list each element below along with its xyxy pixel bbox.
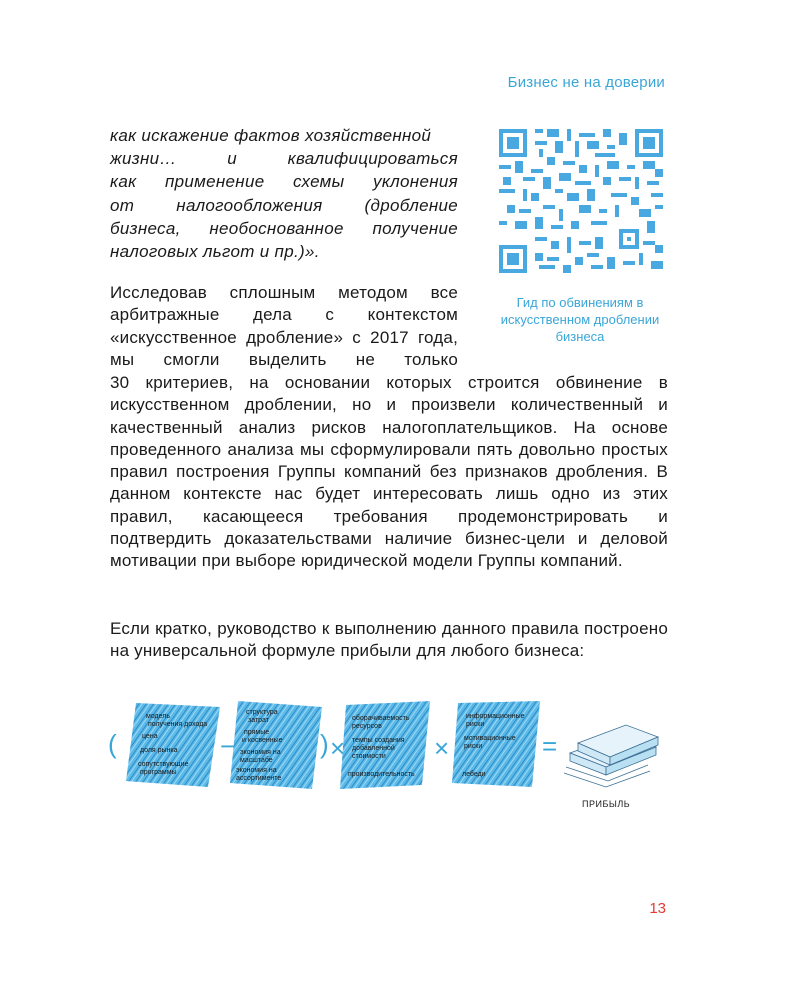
- block3-label: оборачиваемость: [352, 715, 410, 722]
- block1-label: цена: [142, 733, 158, 740]
- block1-label: сопутствующие: [138, 761, 189, 768]
- quote-line-2: жизни… и квалифицироваться: [110, 149, 458, 169]
- money-stack-icon: [564, 725, 658, 787]
- operator-multiply-2: ×: [434, 733, 450, 763]
- block1-label: программы: [140, 769, 177, 776]
- block3-label: стоимости: [352, 753, 386, 760]
- quote-line-3: как применение схемы уклонения: [110, 172, 458, 192]
- block2-label: прямые: [244, 729, 270, 736]
- quote-line-1: как искажение фактов хозяйственной: [110, 126, 432, 145]
- profit-label: ПРИБЫЛЬ: [582, 799, 631, 809]
- block3-label: темпы создания: [352, 737, 405, 744]
- page-number: 13: [649, 900, 666, 917]
- block2-label: и косвенные: [242, 737, 283, 744]
- operator-equals: =: [542, 731, 558, 761]
- block1-label: доля рынка: [140, 747, 178, 754]
- quote-line-4: от налогообложения (дробление: [110, 195, 458, 215]
- operator-minus: −: [220, 731, 236, 761]
- block3-label: ресурсов: [352, 723, 382, 730]
- quote-line-5: бизнеса, необоснованное получение: [110, 218, 458, 238]
- block4-label: мотивационные: [464, 735, 516, 742]
- block2-label: экономия на: [240, 749, 281, 756]
- block2-label: экономия на: [236, 767, 277, 774]
- paragraph-2: Если кратко, руководство к выполнению данного правила построено на универсальной формуле прибыли для любого бизнеса:: [110, 619, 668, 661]
- quote-block: [110, 124, 458, 263]
- qr-caption: Гид по обвинениям в искусственном дроблении бизнеса: [500, 295, 660, 344]
- block4-label: риски: [464, 743, 483, 750]
- block2-label: масштабе: [240, 757, 273, 764]
- running-head: Бизнес не на доверии: [507, 74, 665, 91]
- block2-label: затрат: [248, 717, 269, 724]
- block3-label: производительность: [348, 771, 415, 778]
- block2-label: структура: [246, 709, 278, 716]
- qr-code-icon[interactable]: [499, 129, 663, 273]
- operator-close-paren: ): [320, 729, 329, 759]
- profit-formula-diagram: [108, 695, 668, 825]
- quote-line-6: налоговых льгот и пр.)».: [110, 242, 320, 262]
- paragraph-1-top: Исследовав сплошным методом все арбитражные дела с контекстом «искусственное дробление» с 2017 года, мы смогли выделить не только: [110, 283, 458, 369]
- paragraph-1-bottom: 30 критериев, на основании которых строится обвинение в искусственном дроблении, но и произвели количественный и качественный анализ рисков налогоплательщиков. На основе проведенного анализа мы сформулировали пять довольно простых правил построения Группы компаний без признаков дробления. В данном контексте нас будет интересовать лишь одно из этих правил, касающееся требования продемонстрировать и подтвердить доказательствами наличие бизнес-цели и деловой мотивации при выборе юридической модели Группы компаний.: [110, 373, 668, 571]
- block2-label: ассортименте: [236, 775, 282, 782]
- operator-multiply-1: ×: [330, 733, 346, 763]
- block1-label: модель: [146, 713, 171, 720]
- block4-label: информационные: [466, 713, 525, 720]
- block3-label: добавленной: [352, 745, 395, 752]
- block4-label: риски: [466, 721, 485, 728]
- operator-open-paren: (: [108, 729, 117, 759]
- block4-label: лебеди: [462, 771, 486, 778]
- block1-label: получения дохода: [148, 721, 208, 728]
